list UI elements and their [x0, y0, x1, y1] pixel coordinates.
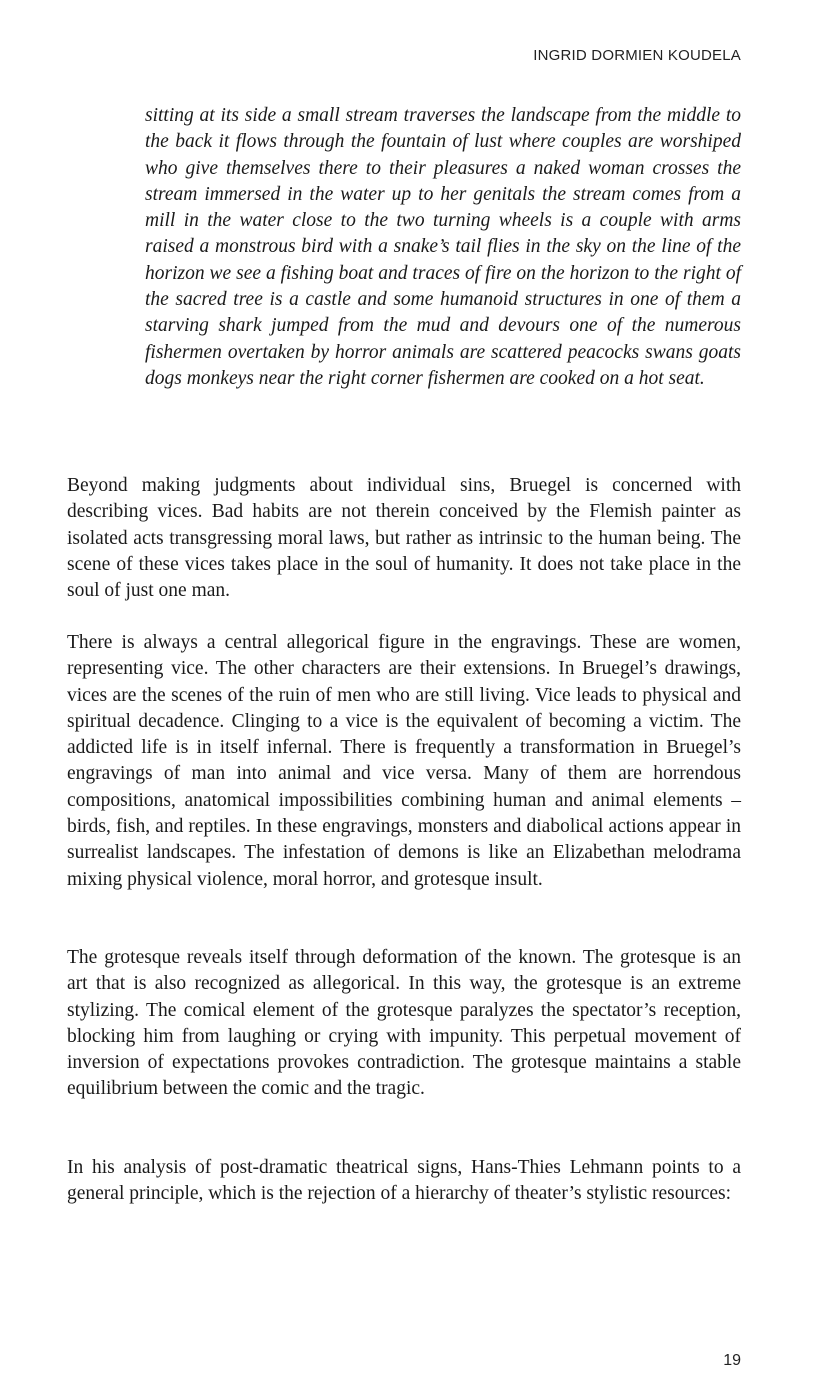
body-paragraph: There is always a central allegorical figure in the engravings. These are women, representing vice. The other characters are their extensions. In Bruegel’s drawings, vices are the scenes of the ruin of men who are still living. Vice leads to physical and spiritual decadence. Clinging to a vice is the equivalent of becoming a victim. The addicted life is in itself infernal. There is frequently a transformation in Bruegel’s engravings of man into animal and vice versa. Many of them are horrendous compositions, anatomical impossibilities combining human and animal elements – birds, fish, and reptiles. In these engravings, monsters and diabolical actions appear in surrealist landscapes. The infestation of demons is like an Elizabethan melodrama mixing physical violence, moral horror, and grotesque insult.	[67, 632, 741, 890]
running-head: INGRID DORMIEN KOUDELA	[533, 47, 741, 64]
body-paragraph: The grotesque reveals itself through deformation of the known. The grotesque is an art that is also recognized as allegorical. In this way, the grotesque is an extreme stylizing. The comical element of the grotesque paralyzes the spectator’s reception, blocking him from laughing or crying with impunity. This perpetual movement of inversion of expectations provokes contradiction. The grotesque maintains a stable equilibrium between the comic and the tragic.	[67, 947, 741, 1100]
body-paragraph: Beyond making judgments about individual sins, Bruegel is concerned with describing vices. Bad habits are not therein conceived by the Flemish painter as isolated acts transgressing moral laws, but rather as intrinsic to the human being. The scene of these vices takes place in the soul of humanity. It does not take place in the soul of just one man.	[67, 475, 741, 602]
page-number: 19	[723, 1352, 741, 1369]
body-paragraph: In his analysis of post-dramatic theatrical signs, Hans-Thies Lehmann points to a general principle, which is the rejection of a hierarchy of theater’s stylistic resources:	[67, 1157, 741, 1205]
block-quote: sitting at its side a small stream traverses the landscape from the middle to the back it flows through the fountain of lust where couples are worshiped who give themselves there to their pleasures a naked woman crosses the stream immersed in the water up to her genitals the stream comes from a mill in the water close to the two turning wheels is a couple with arms raised a monstrous bird with a snake’s tail flies in the sky on the line of the horizon we see a fishing boat and traces of fire on the horizon to the right of the sacred tree is a castle and some humanoid structures in one of them a starving shark jumped from the mud and devours one of the numerous fishermen overtaken by horror animals are scattered peacocks swans goats dogs monkeys near the right corner fishermen are cooked on a hot seat.	[145, 105, 741, 389]
